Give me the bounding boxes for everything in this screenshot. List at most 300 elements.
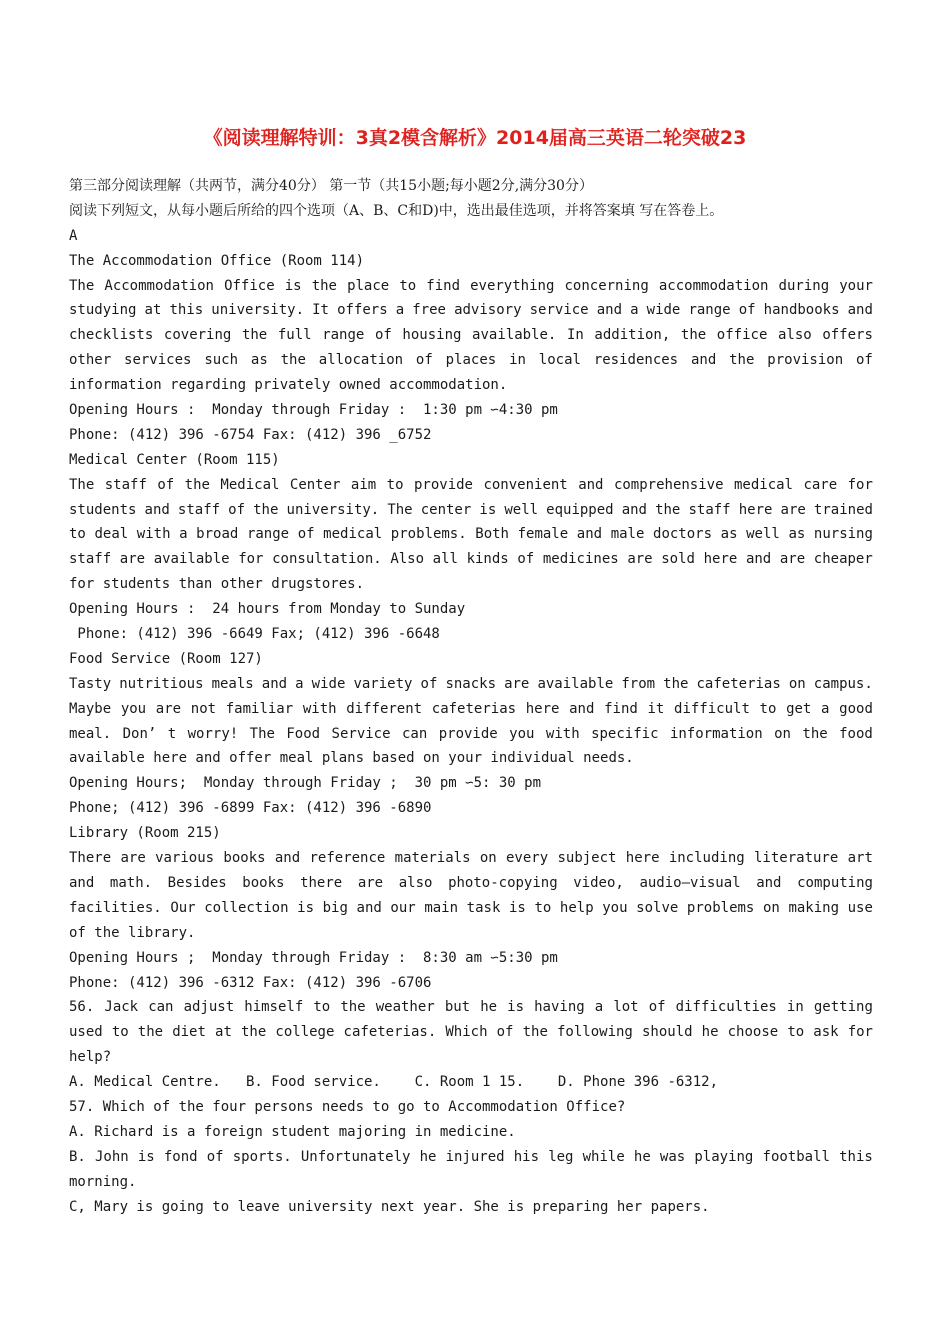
text-line: of the library.	[69, 924, 196, 941]
word: Unfortunately	[300, 1148, 411, 1165]
word: specific	[591, 725, 659, 742]
word: the	[241, 327, 268, 344]
word: can	[401, 725, 428, 742]
word: solve	[636, 899, 679, 916]
text-line: Opening Hours; Monday through Friday ; 30 pm ∽5: 30 pm	[69, 775, 542, 792]
word: The	[387, 501, 413, 518]
word: and	[690, 352, 717, 369]
word: reference	[309, 850, 386, 867]
word: this	[169, 302, 204, 319]
word: subject	[557, 850, 617, 867]
word: center	[420, 501, 472, 518]
word: having	[534, 999, 585, 1016]
word: books	[242, 874, 285, 891]
word: meals	[211, 675, 254, 692]
word: sold	[661, 551, 695, 568]
word: his	[513, 1148, 540, 1165]
text-line: information regarding privately owned accommodation.	[69, 377, 508, 394]
word: literature	[754, 850, 839, 867]
word: male	[610, 526, 645, 543]
word: he	[480, 999, 498, 1016]
word: Accommodation	[104, 277, 214, 294]
text-line	[69, 298, 873, 323]
word: to	[399, 277, 417, 294]
word: are	[357, 874, 384, 891]
word: while	[582, 1148, 625, 1165]
text-line: help?	[69, 1049, 112, 1066]
word: Our	[170, 899, 196, 916]
word: to	[69, 526, 86, 543]
word: your	[839, 277, 873, 294]
word: range	[688, 302, 731, 319]
word: as	[720, 526, 738, 543]
word: during	[778, 277, 830, 294]
word: Jack	[104, 999, 139, 1016]
word: are	[780, 501, 806, 518]
word: and	[847, 302, 873, 319]
word: information	[669, 725, 763, 742]
word: for	[847, 476, 873, 493]
word: and	[756, 874, 782, 891]
word: trained	[813, 501, 873, 518]
word: are	[779, 551, 806, 568]
document-title: 《阅读理解特训：3真2模含解析》2014届高三英语二轮突破23	[203, 127, 747, 149]
word: video,	[573, 874, 624, 891]
word: It	[312, 302, 329, 319]
word: choose	[727, 1024, 779, 1041]
word: main	[424, 899, 459, 916]
word: 56.	[69, 999, 95, 1016]
word: cafeterias	[696, 675, 781, 692]
word: difficulties	[675, 999, 777, 1016]
word: find	[604, 700, 638, 717]
word: facilities.	[69, 899, 162, 916]
text-line: Opening Hours ; Monday through Friday : 8:30 am ∽5:30 pm	[69, 949, 558, 966]
word: is	[137, 1148, 155, 1165]
word: in	[786, 999, 804, 1016]
word: help	[559, 899, 594, 916]
text-line	[69, 274, 873, 299]
word: well	[504, 501, 539, 518]
word: doctors	[653, 526, 713, 543]
word: Food	[286, 725, 321, 742]
word: Besides	[167, 874, 227, 891]
word: with	[302, 700, 337, 717]
word: on	[479, 850, 497, 867]
word: weather	[375, 999, 435, 1016]
word: concerning	[564, 277, 649, 294]
word: at	[144, 302, 162, 319]
text-line	[69, 846, 873, 871]
word: different	[346, 700, 423, 717]
word: advisory	[454, 302, 522, 319]
word: and	[745, 551, 772, 568]
word: to	[787, 1024, 805, 1041]
word: a	[295, 675, 304, 692]
word: range	[246, 526, 290, 543]
word: available	[537, 675, 614, 692]
word: here	[625, 850, 660, 867]
word: are	[120, 850, 146, 867]
text-line: The Accommodation Office (Room 114)	[69, 252, 365, 269]
text-line	[69, 871, 873, 896]
word: university.	[211, 302, 305, 319]
word: from	[621, 675, 656, 692]
text-line: Food Service (Room 127)	[69, 650, 263, 667]
word: is	[284, 277, 302, 294]
word: injured	[445, 1148, 505, 1165]
word: you	[602, 899, 628, 916]
word: college	[275, 1024, 335, 1041]
word: available	[153, 551, 230, 568]
word: food	[839, 725, 873, 742]
word: football	[762, 1148, 830, 1165]
word: adjust	[183, 999, 235, 1016]
word: a	[630, 302, 639, 319]
word: leg	[548, 1148, 574, 1165]
word: the	[137, 1024, 164, 1041]
word: of	[374, 327, 392, 344]
word: a	[821, 700, 830, 717]
word: addition,	[594, 327, 671, 344]
word: for	[847, 1024, 873, 1041]
text-line: Opening Hours : 24 hours from Monday to Sunday	[69, 601, 466, 618]
word: offers	[822, 327, 873, 344]
text-line: for students than other drugstores.	[69, 576, 365, 593]
word: to	[386, 476, 404, 493]
text-line	[69, 995, 873, 1020]
word: are	[155, 700, 182, 717]
word: the	[340, 999, 366, 1016]
word: There	[69, 850, 112, 867]
word: materials	[394, 850, 471, 867]
word: of	[648, 999, 666, 1016]
word: the	[311, 277, 337, 294]
word: computing	[797, 874, 873, 891]
word: playing	[694, 1148, 754, 1165]
word: provide	[413, 476, 473, 493]
word: cafeterias.	[343, 1024, 437, 1041]
word: you	[120, 700, 147, 717]
word: to	[111, 1024, 129, 1041]
text-line	[69, 1020, 873, 1045]
word: of	[738, 302, 756, 319]
word: following	[557, 1024, 633, 1041]
word: Medical	[220, 476, 280, 493]
word: and	[576, 526, 603, 543]
text-line: 阅读下列短文，从每小题后所给的四个选项（A、B、C和D)中，选出最佳选项，并将答案填 写在答卷上。	[69, 202, 724, 219]
word: on	[762, 899, 780, 916]
text-line: Library (Room 215)	[69, 825, 221, 842]
word: nutritious	[119, 675, 204, 692]
word: you	[509, 725, 535, 742]
word: difficult	[674, 700, 750, 717]
text-line	[69, 547, 873, 572]
word: a	[179, 526, 188, 543]
text-line: Phone; (412) 396 -6899 Fax: (412) 396 -6890	[69, 800, 432, 817]
word: art	[847, 850, 873, 867]
word: and	[261, 675, 288, 692]
word: a	[395, 302, 405, 319]
word: of	[856, 352, 873, 369]
word: staff	[177, 501, 221, 518]
word: cafeterias	[431, 700, 517, 717]
word: to	[534, 899, 552, 916]
text-line	[69, 522, 873, 547]
word: of	[157, 476, 175, 493]
word: of	[420, 675, 438, 692]
document-body	[69, 174, 873, 1219]
word: and	[356, 899, 382, 916]
word: allocation	[318, 352, 404, 369]
word: and	[569, 700, 595, 717]
word: a	[594, 999, 604, 1016]
word: accommodation	[658, 277, 769, 294]
word: wide	[646, 302, 681, 319]
word: and	[621, 501, 647, 518]
word: snacks	[445, 675, 497, 692]
text-line: A. Medical Centre. B. Food service. C. Room 1 15. D. Phone 396 -6312,	[69, 1074, 719, 1091]
text-line	[69, 323, 873, 348]
word: he	[701, 1024, 719, 1041]
word: he	[633, 1148, 651, 1165]
word: Which	[445, 1024, 488, 1041]
word: staff	[688, 501, 731, 518]
word: diet	[172, 1024, 206, 1041]
text-line: Opening Hours : Monday through Friday : 1:30 pm ∽4:30 pm	[69, 402, 558, 419]
word: campus.	[813, 675, 873, 692]
word: free	[412, 302, 446, 319]
word: services	[124, 352, 192, 369]
word: place	[347, 277, 390, 294]
word: of	[517, 551, 535, 568]
word: the	[522, 1024, 548, 1041]
word: here	[738, 501, 773, 518]
word: audio—visual	[639, 874, 741, 891]
word: well	[746, 526, 780, 543]
text-line: available here and offer meal plans based on your individual needs.	[69, 750, 634, 767]
word: cheaper	[813, 551, 873, 568]
word: the	[802, 725, 828, 742]
word: The	[69, 277, 95, 294]
text-line: Phone: (412) 396 -6754 Fax: (412) 396 _6752	[69, 426, 432, 443]
word: all	[432, 551, 458, 568]
word: care	[803, 476, 838, 493]
word: other	[69, 352, 112, 369]
word: also	[398, 874, 433, 891]
word: with	[136, 526, 171, 543]
word: everything	[470, 277, 555, 294]
word: there	[300, 874, 343, 891]
word: consultation.	[272, 551, 382, 568]
word: he	[419, 1148, 437, 1165]
word: In	[566, 327, 584, 344]
word: Center	[289, 476, 341, 493]
word: sports.	[232, 1148, 292, 1165]
word: on	[788, 675, 806, 692]
word: in	[509, 352, 526, 369]
word: university.	[286, 501, 380, 518]
word: the	[729, 352, 755, 369]
word: checklists	[69, 327, 154, 344]
word: for	[238, 551, 264, 568]
word: lot	[613, 999, 639, 1016]
word: medicines	[542, 551, 619, 568]
word: convenient	[483, 476, 568, 493]
word: the	[253, 501, 279, 518]
word: can	[148, 999, 174, 1016]
word: students	[69, 501, 137, 518]
word: used	[69, 1024, 103, 1041]
word: residences	[593, 352, 679, 369]
word: B.	[69, 1148, 86, 1165]
word: are	[119, 551, 146, 568]
text-line: Phone: (412) 396 -6649 Fax; (412) 396 -6648	[69, 626, 440, 643]
word: our	[390, 899, 416, 916]
word: is	[297, 899, 314, 916]
word: find	[426, 277, 460, 294]
word: full	[277, 327, 312, 344]
text-line: Phone: (412) 396 -6312 Fax: (412) 396 -6706	[69, 974, 432, 991]
word: Both	[475, 526, 509, 543]
word: range	[322, 327, 365, 344]
word: kinds	[466, 551, 509, 568]
word: provision	[767, 352, 844, 369]
text-line	[69, 1145, 873, 1170]
word: the	[184, 476, 210, 493]
word: handbooks	[763, 302, 840, 319]
word: of	[415, 352, 433, 369]
word: such	[204, 352, 239, 369]
word: and	[596, 302, 623, 319]
word: is	[479, 501, 497, 518]
text-line	[69, 672, 873, 697]
word: himself	[244, 999, 304, 1016]
word: of	[228, 501, 246, 518]
word: aim	[350, 476, 377, 493]
word: Office	[224, 277, 275, 294]
word: task	[466, 899, 501, 916]
text-line	[69, 896, 873, 921]
word: the	[663, 675, 689, 692]
word: and	[578, 476, 604, 493]
word: use	[847, 899, 873, 916]
text-line	[69, 498, 873, 523]
word: are	[504, 675, 530, 692]
document-page	[69, 0, 873, 1344]
word: Tasty	[69, 675, 112, 692]
word: local	[538, 352, 581, 369]
text-line	[69, 722, 873, 747]
word: of	[206, 1148, 224, 1165]
word: here	[525, 700, 560, 717]
word: here	[703, 551, 738, 568]
word: provide	[438, 725, 498, 742]
word: covering	[163, 327, 232, 344]
word: making	[788, 899, 840, 916]
word: this	[839, 1148, 873, 1165]
word: medical	[323, 526, 383, 543]
word: Service	[331, 725, 391, 742]
text-line	[69, 473, 873, 498]
word: deal	[94, 526, 129, 543]
word: should	[641, 1024, 693, 1041]
word: The	[69, 476, 95, 493]
word: books	[223, 850, 266, 867]
word: service	[529, 302, 589, 319]
word: studying	[69, 302, 137, 319]
text-line: 57. Which of the four persons needs to go to Accommodation Office?	[69, 1098, 626, 1115]
word: big	[322, 899, 348, 916]
word: photo-copying	[448, 874, 558, 891]
word: of	[496, 1024, 514, 1041]
word: to	[313, 999, 331, 1016]
word: get	[786, 700, 812, 717]
word: equipped	[546, 501, 614, 518]
word: Maybe	[69, 700, 112, 717]
word: staff	[104, 476, 147, 493]
word: housing	[402, 327, 462, 344]
word: the	[241, 1024, 267, 1041]
word: comprehensive	[613, 476, 724, 493]
word: places	[445, 352, 497, 369]
word: as	[788, 526, 806, 543]
text-line: 第三部分阅读理解（共两节，满分40分） 第一节（共15小题;每小题2分,满分30分）	[69, 178, 593, 194]
word: of	[297, 526, 315, 543]
word: John	[95, 1148, 129, 1165]
word: and	[144, 501, 170, 518]
word: is	[507, 999, 525, 1016]
word: medical	[733, 476, 793, 493]
word: the	[680, 327, 707, 344]
word: math.	[109, 874, 153, 891]
word: various	[155, 850, 215, 867]
text-line: C, Mary is going to leave university next year. She is preparing her papers.	[69, 1198, 710, 1215]
word: The	[249, 725, 275, 742]
text-line	[69, 348, 873, 373]
word: wide	[311, 675, 346, 692]
word: is	[508, 899, 526, 916]
word: the	[655, 501, 681, 518]
text-line: morning.	[69, 1173, 137, 1190]
word: and	[274, 850, 301, 867]
word: t	[167, 725, 177, 742]
word: are	[627, 551, 653, 568]
word: to	[759, 700, 777, 717]
word: female	[517, 526, 569, 543]
word: Don’	[122, 725, 157, 742]
word: was	[659, 1148, 686, 1165]
word: at	[215, 1024, 232, 1041]
word: offers	[337, 302, 388, 319]
word: getting	[813, 999, 873, 1016]
word: ask	[813, 1024, 839, 1041]
word: staff	[69, 551, 112, 568]
text-line	[69, 697, 873, 722]
word: familiar	[225, 700, 294, 717]
word: but	[444, 999, 471, 1016]
word: not	[190, 700, 217, 717]
word: problems	[686, 899, 755, 916]
word: it	[647, 700, 665, 717]
text-line: Medical Center (Room 115)	[69, 451, 280, 468]
word: variety	[353, 675, 413, 692]
word: also	[777, 327, 812, 344]
word: available.	[472, 327, 557, 344]
word: office	[716, 327, 768, 344]
word: Also	[390, 551, 425, 568]
word: including	[668, 850, 745, 867]
